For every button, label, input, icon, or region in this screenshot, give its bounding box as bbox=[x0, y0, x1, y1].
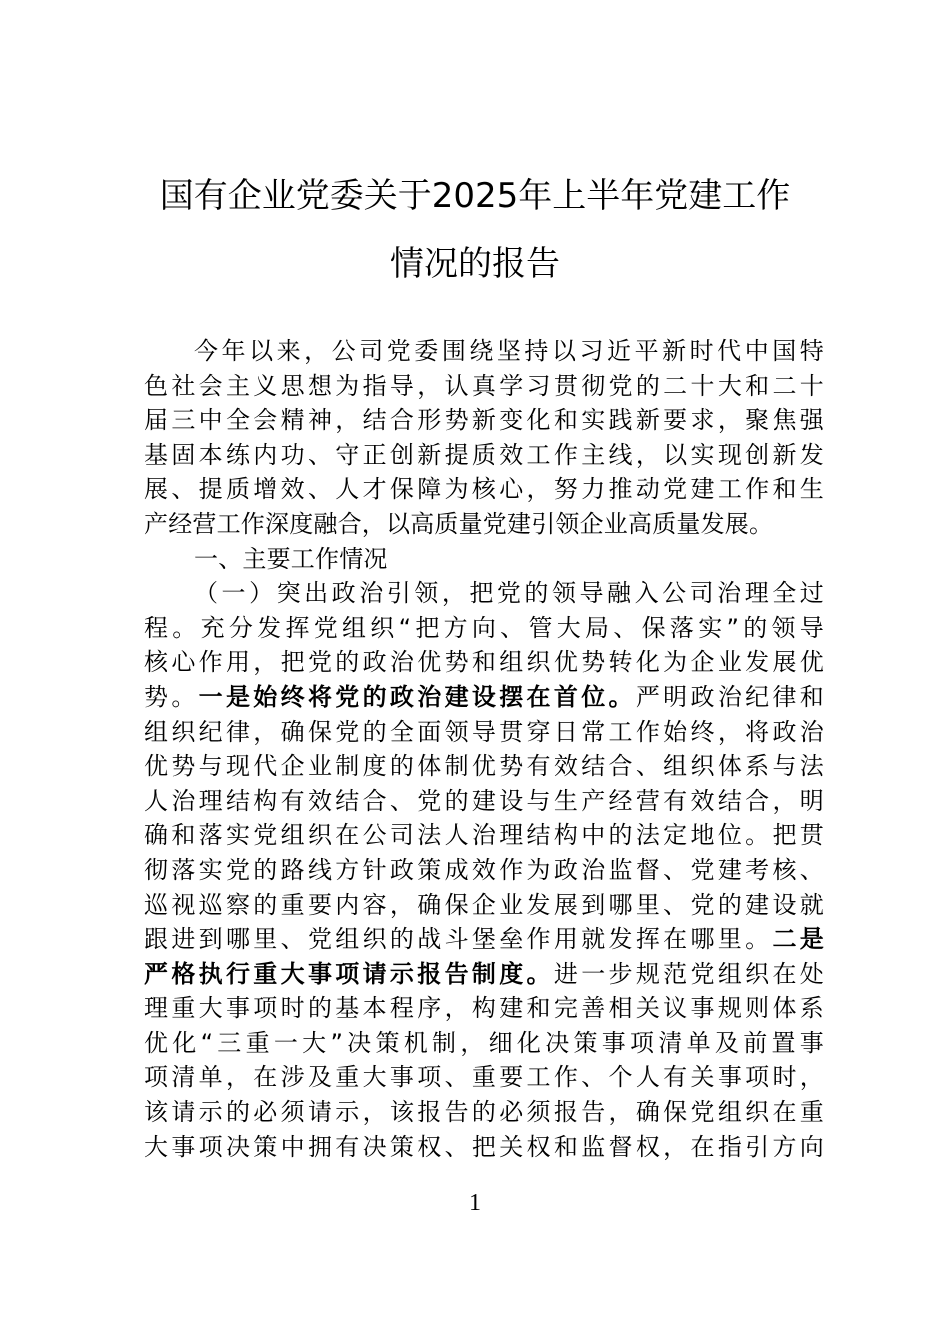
document-body bbox=[144, 334, 824, 1164]
paragraph-line bbox=[144, 922, 824, 957]
paragraph-line: 组织纪律，确保党的全面领导贯穿日常工作始终，将政治 bbox=[144, 717, 824, 746]
paragraph-line: 确和落实党组织在公司法人治理结构中的法定地位。把贯 bbox=[144, 821, 824, 850]
paragraph-line: 产经营工作深度融合，以高质量党建引领企业高质量发展。 bbox=[144, 509, 774, 538]
text-run: 势。 bbox=[144, 682, 199, 711]
paragraph-line: 程。充分发挥党组织“把方向、管大局、保落实”的领导 bbox=[144, 613, 824, 642]
paragraph-line: 核心作用，把党的政治优势和组织优势转化为企业发展优 bbox=[144, 648, 824, 677]
paragraph-line: 基固本练内功、守正创新提质效工作主线，以实现创新发 bbox=[144, 440, 824, 469]
paragraph-line bbox=[144, 957, 824, 992]
text-run: 跟进到哪里、党组织的战斗堡垒作用就发挥在哪里。 bbox=[144, 925, 773, 954]
paragraph-line: 项清单，在涉及重大事项、重要工作、个人有关事项时， bbox=[144, 1063, 824, 1092]
bold-point-one: 一是始终将党的政治建设摆在首位。 bbox=[198, 682, 636, 711]
document-title-line-1: 国有企业党委关于2025年上半年党建工作 bbox=[159, 176, 791, 216]
paragraph-line: （一）突出政治引领，把党的领导融入公司治理全过 bbox=[194, 579, 824, 608]
paragraph-line: 今年以来，公司党委围绕坚持以习近平新时代中国特 bbox=[194, 337, 824, 365]
page-number: 1 bbox=[469, 1190, 481, 1216]
section-heading: 一、主要工作情况 bbox=[194, 544, 388, 573]
paragraph-line: 理重大事项时的基本程序，构建和完善相关议事规则体系 bbox=[144, 994, 824, 1023]
paragraph-line: 届三中全会精神，结合形势新变化和实践新要求，聚焦强 bbox=[144, 406, 824, 435]
paragraph-line: 巡视巡察的重要内容，确保企业发展到哪里、党的建设就 bbox=[144, 890, 824, 919]
text-run: 严明政治纪律和 bbox=[635, 682, 825, 711]
paragraph-line bbox=[144, 680, 824, 715]
document-title-line-2: 情况的报告 bbox=[390, 244, 560, 284]
paragraph-line: 人治理结构有效结合、党的建设与生产经营有效结合，明 bbox=[144, 786, 824, 815]
paragraph-line: 色社会主义思想为指导，认真学习贯彻党的二十大和二十 bbox=[144, 371, 824, 400]
bold-point-two: 严格执行重大事项请示报告制度。 bbox=[144, 959, 554, 988]
paragraph-line: 优势与现代企业制度的体制优势有效结合、组织体系与法 bbox=[144, 752, 824, 781]
paragraph-line: 该请示的必须请示，该报告的必须报告，确保党组织在重 bbox=[144, 1098, 824, 1127]
text-run: 进一步规范党组织在处 bbox=[553, 959, 824, 988]
paragraph-line: 大事项决策中拥有决策权、把关权和监督权，在指引方向 bbox=[144, 1132, 824, 1161]
paragraph-line: 展、提质增效、人才保障为核心，努力推动党建工作和生 bbox=[144, 475, 824, 504]
bold-point-two-label: 二是 bbox=[772, 925, 824, 954]
paragraph-line: 彻落实党的路线方针政策成效作为政治监督、党建考核、 bbox=[144, 855, 824, 884]
paragraph-line: 优化“三重一大”决策机制，细化决策事项清单及前置事 bbox=[144, 1028, 824, 1057]
